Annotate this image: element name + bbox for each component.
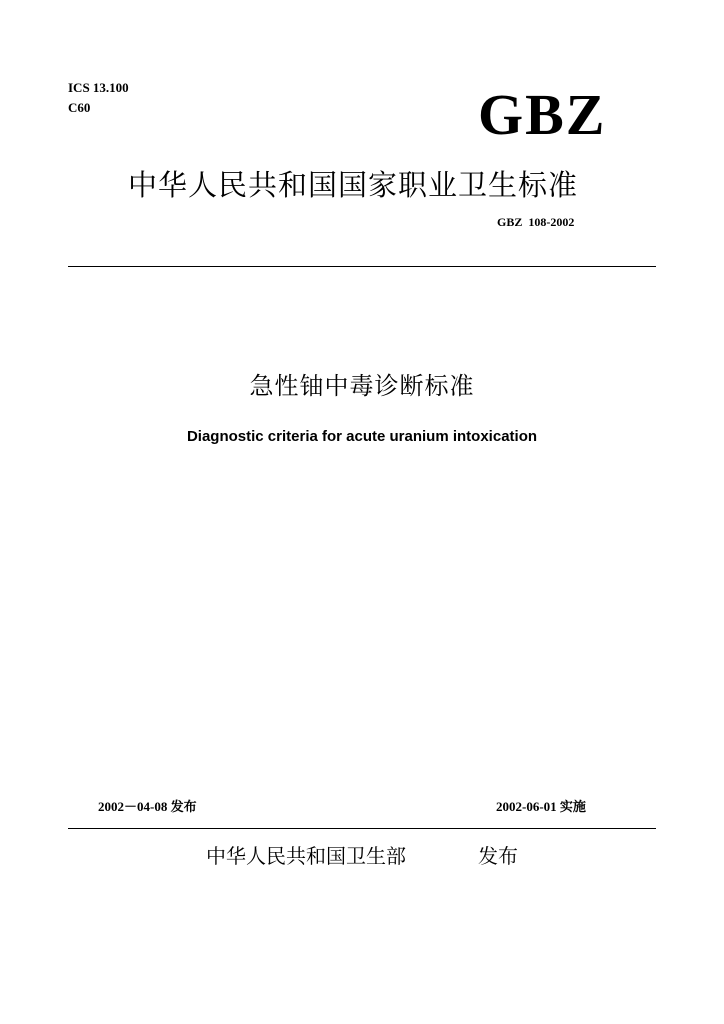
issuer-action: 发布 [478, 844, 518, 868]
document-title-english: Diagnostic criteria for acute uranium intoxication [186, 428, 538, 445]
document-title-chinese: 急性铀中毒诊断标准 [249, 372, 475, 400]
standard-org-title: 中华人民共和国国家职业卫生标准 [128, 168, 579, 202]
issuer-name: 中华人民共和国卫生部 [206, 844, 406, 868]
classification-code: C60 [68, 100, 91, 115]
issue-date: 2002－04-08 发布 [98, 799, 197, 814]
standard-number: GBZ 108-2002 [497, 215, 575, 229]
bottom-divider [68, 828, 656, 829]
effective-date: 2002-06-01 实施 [496, 799, 586, 814]
ics-code: ICS 13.100 [68, 80, 129, 95]
gbz-logo: GBZ [478, 82, 607, 147]
top-divider [68, 266, 656, 267]
